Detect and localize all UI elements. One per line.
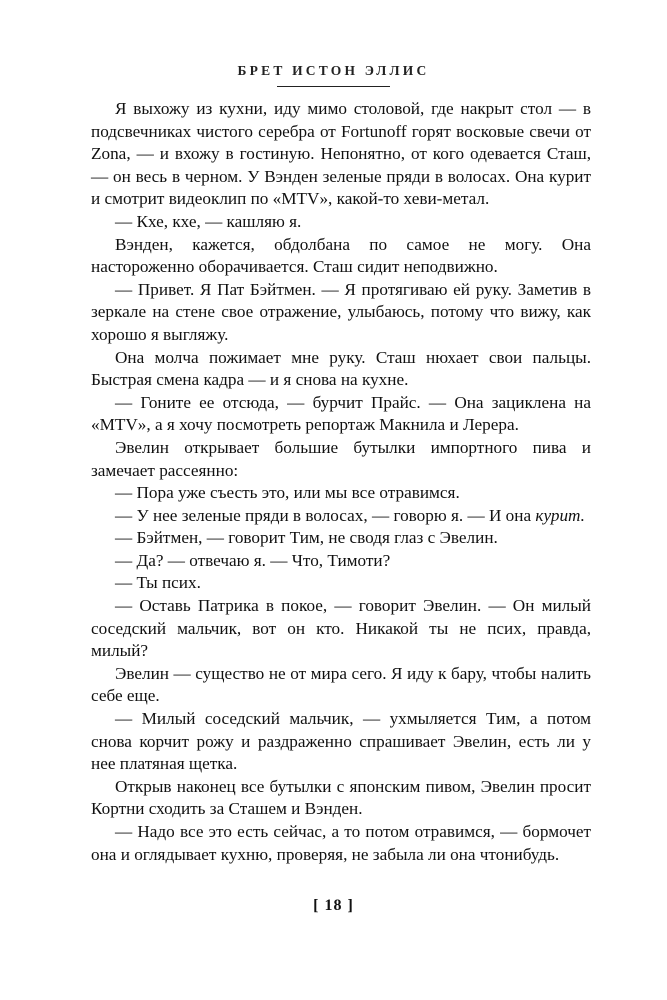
paragraph: — Гоните ее отсюда, — бурчит Прайс. — Она зациклена на «MTV», а я хочу посмотреть репортаж Макнила и Лерера.	[91, 392, 591, 435]
paragraph: — Ты псих.	[115, 573, 201, 593]
paragraph: — Оставь Патрика в покое, — говорит Эвелин. — Он милый соседский мальчик, вот он кто. Никакой ты не псих, правда, милый?	[91, 596, 591, 661]
paragraph: Открыв наконец все бутылки с японским пивом, Эвелин просит Кортни сходить за Сташем и Вэнден.	[91, 776, 591, 819]
paragraph: — Надо все это есть сейчас, а то потом отравимся, — бормочет она и оглядывает кухню, проверяя, не забыла ли она чтонибудь.	[91, 822, 591, 864]
running-head: БРЕТ ИСТОН ЭЛЛИС	[237, 63, 430, 78]
paragraph: Эвелин открывает большие бутылки импортного пива и замечает рассеянно:	[91, 437, 591, 480]
page-number: [ 18 ]	[313, 897, 354, 914]
paragraph	[91, 505, 591, 528]
paragraph: — Милый соседский мальчик, — ухмыляется Тим, а потом снова корчит рожу и раздраженно спрашивает Эвелин, есть ли у нее платяная щетка.	[91, 709, 591, 774]
paragraph: Я выхожу из кухни, иду мимо столовой, где накрыт стол — в подсвечниках чистого серебра от Fortunoff горят восковые свечи от Zona, — и вхожу в гостиную. Непонятно, от кого одевается Сташ, — он весь в черном. У Вэнден зеленые пряди в волосах. Она курит и смотрит видеоклип по «MTV», какой-то хеви-метал.	[91, 99, 591, 209]
paragraph: — Да? — отвечаю я. — Что, Тимоти?	[115, 550, 391, 570]
paragraph: — Кхе, кхе, — кашляю я.	[115, 211, 302, 231]
paragraph: Вэнден, кажется, обдолбана по самое не могу. Она настороженно оборачивается. Сташ сидит неподвижно.	[91, 234, 591, 277]
paragraph: Она молча пожимает мне руку. Сташ нюхает свои пальцы. Быстрая смена кадра — и я снова на кухне.	[91, 347, 591, 390]
paragraph: Эвелин — существо не от мира сего. Я иду к бару, чтобы налить себе еще.	[91, 663, 591, 706]
paragraph: — Бэйтмен, — говорит Тим, не сводя глаз с Эвелин.	[115, 528, 498, 548]
paragraph-text: — У нее зеленые пряди в волосах, — говорю я. — И она	[115, 505, 532, 525]
paragraph: — Привет. Я Пат Бэйтмен. — Я протягиваю ей руку. Заметив в зеркале на стене свое отражение, улыбаюсь, потому что вижу, как хорошо я выгляжу.	[91, 279, 591, 344]
paragraph: — Пора уже съесть это, или мы все отравимся.	[115, 483, 460, 503]
body-text	[91, 98, 591, 866]
running-head-rule	[277, 86, 390, 87]
italic-word: курит.	[535, 505, 585, 525]
